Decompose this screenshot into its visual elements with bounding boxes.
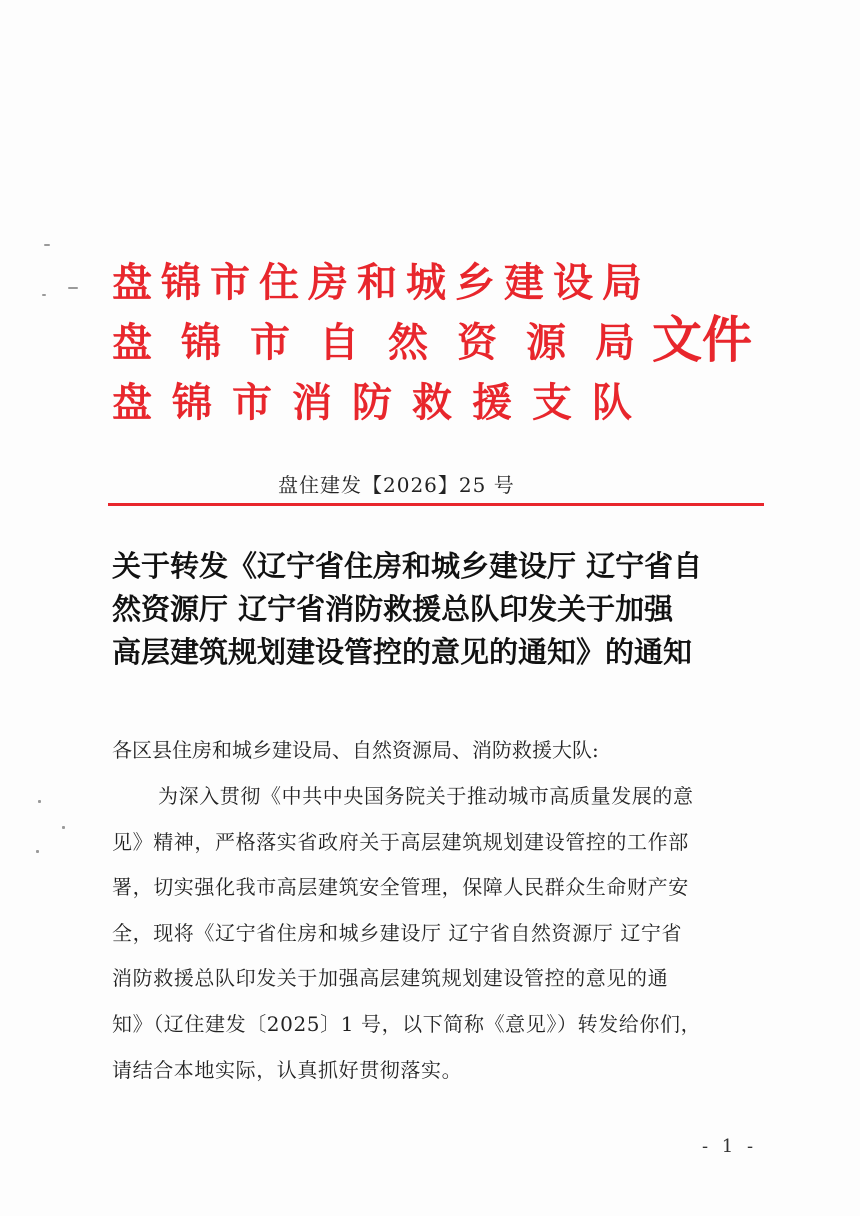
red-header <box>112 254 752 434</box>
document-type-label: 文件 <box>652 310 752 369</box>
title-line: 然资源厅 辽宁省消防救援总队印发关于加强 <box>112 592 674 626</box>
issuer-housing-bureau: 盘锦市住房和城乡建设局 <box>112 259 651 306</box>
issuer-natural-resources-bureau: 盘锦市自然资源局 <box>112 319 664 366</box>
body-paragraph <box>112 774 792 1093</box>
body-line: 知》（辽住建发〔2025〕1 号，以下简称《意见》）转发给你们， <box>112 1011 702 1036</box>
scan-speck <box>36 850 39 853</box>
red-divider-line <box>108 503 764 506</box>
scan-speck <box>62 826 65 829</box>
title-line: 高层建筑规划建设管控的意见的通知》的通知 <box>112 635 693 669</box>
document-number: 盘住建发【2026】25 号 <box>278 473 515 497</box>
title-line: 关于转发《辽宁省住房和城乡建设厅 辽宁省自 <box>112 549 703 583</box>
body-line: 见》精神，严格落实省政府关于高层建筑规划建设管控的工作部 <box>112 829 689 854</box>
addressee: 各区县住房和城乡建设局、自然资源局、消防救援大队: <box>112 738 599 762</box>
body-line: 为深入贯彻《中共中央国务院关于推动城市高质量发展的意 <box>158 784 694 808</box>
page-number: - 1 - <box>702 1136 758 1157</box>
body-line: 全，现将《辽宁省住房和城乡建设厅 辽宁省自然资源厅 辽宁省 <box>112 920 683 945</box>
document-title <box>112 545 772 674</box>
scan-speck <box>42 294 46 296</box>
scan-speck <box>44 244 50 246</box>
body-line: 请结合本地实际，认真抓好贯彻落实。 <box>112 1057 463 1082</box>
scan-speck <box>38 800 41 803</box>
issuer-fire-rescue-detachment: 盘锦市消防救援支队 <box>112 379 652 426</box>
scan-speck <box>68 287 78 289</box>
body-line: 消防救援总队印发关于加强高层建筑规划建设管控的意见的通 <box>112 966 669 991</box>
body-line: 署，切实强化我市高层建筑安全管理，保障人民群众生命财产安 <box>112 875 689 900</box>
